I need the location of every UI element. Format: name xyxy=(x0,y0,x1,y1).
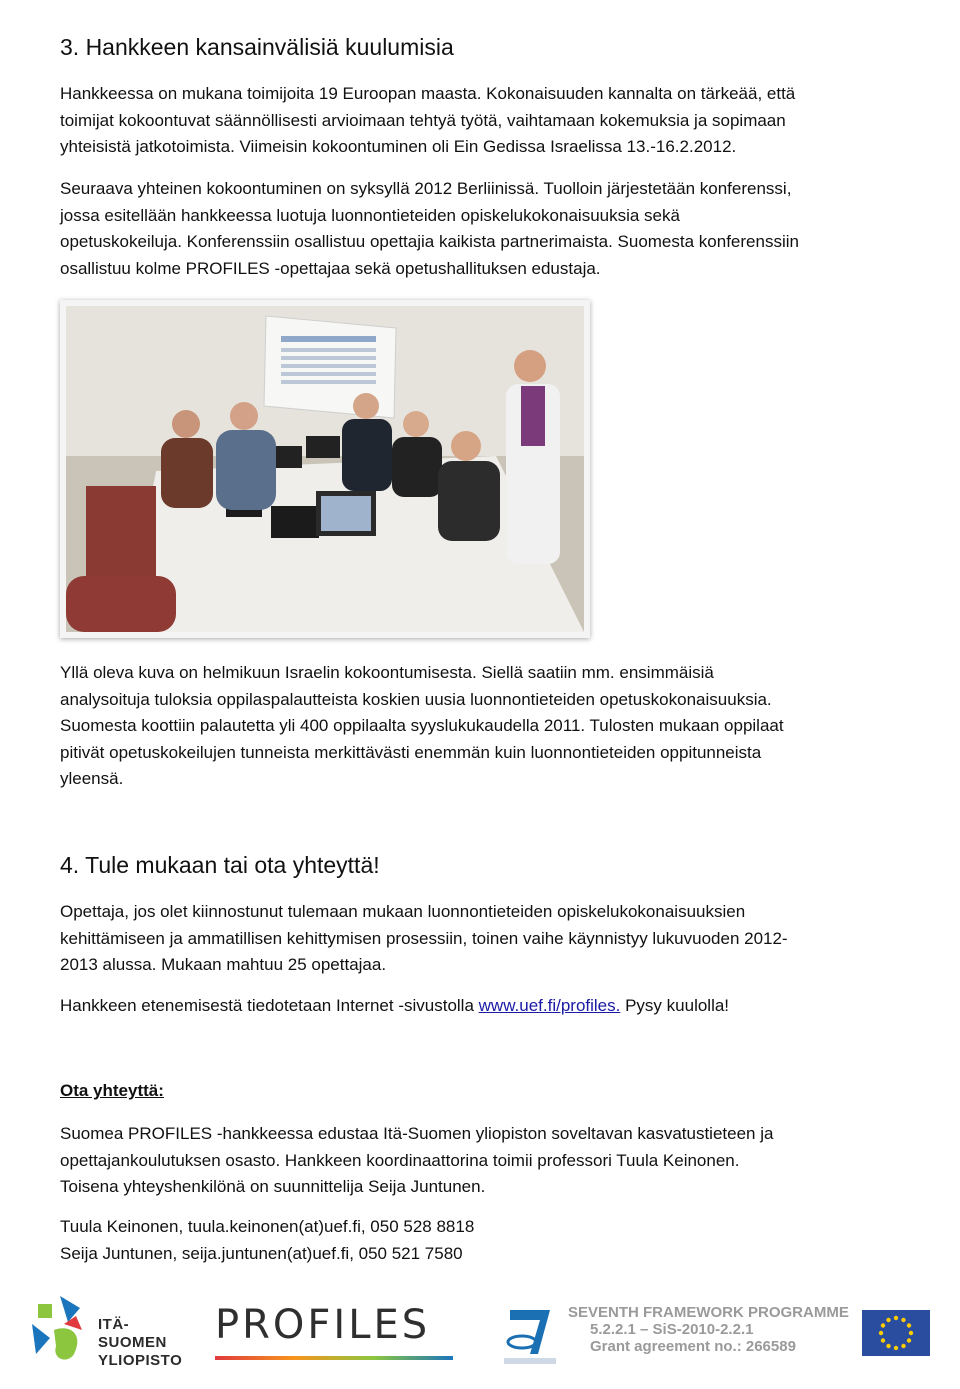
fp7-text-block xyxy=(568,1304,849,1355)
text-line: Suomesta koottiin palautetta yli 400 oppilaalta syyslukukaudella 2011. Tulosten mukaan oppilaat xyxy=(60,716,784,735)
eu-star-icon xyxy=(901,1344,905,1348)
eu-star-icon xyxy=(881,1323,885,1327)
profiles-website-link[interactable]: www.uef.fi/profiles. xyxy=(478,996,621,1015)
eu-star-icon xyxy=(881,1338,885,1342)
text-line: Yllä oleva kuva on helmikuun Israelin kokoontumisesta. Siellä saatiin mm. ensimmäisiä xyxy=(60,663,714,682)
text-line: Opettaja, jos olet kiinnostunut tulemaan mukaan luonnontieteiden opiskelukokonaisuuksien xyxy=(60,902,746,921)
text-line: opetuskokeiluja. Konferenssiin osallistuu opettajia kaikista partnerimaista. Suomesta konferenssiin xyxy=(60,232,799,251)
uef-logo xyxy=(30,1294,190,1369)
eu-stars-icon xyxy=(862,1310,930,1356)
fp7-topic-code: 5.2.2.1 – SiS-2010-2.2.1 xyxy=(590,1321,754,1338)
eu-star-icon xyxy=(894,1346,898,1350)
text-line: yleensä. xyxy=(60,769,124,788)
eu-flag xyxy=(862,1310,930,1356)
text-line: Suomea PROFILES -hankkeessa edustaa Itä-Suomen yliopiston soveltavan kasvatustieteen ja xyxy=(60,1124,774,1143)
website-line xyxy=(60,993,900,1020)
contact-person: Seija Juntunen, seija.juntunen(at)uef.fi, 050 521 7580 xyxy=(60,1243,463,1263)
eu-star-icon xyxy=(886,1344,890,1348)
photo-caption-paragraph xyxy=(60,660,900,793)
text-line: jossa esitellään hankkeessa luotuja luonnontieteiden opiskelukokonaisuuksia sekä xyxy=(60,205,680,225)
text-line: osallistuu kolme PROFILES -opettajaa sekä opetushallituksen edustaja. xyxy=(60,258,601,278)
profiles-wordmark: PROFILES xyxy=(215,1302,431,1348)
fp7-programme-name: SEVENTH FRAMEWORK PROGRAMME xyxy=(568,1304,849,1321)
section-4-paragraph xyxy=(60,899,900,979)
section-3-heading: 3. Hankkeen kansainvälisiä kuulumisia xyxy=(60,34,454,60)
uef-emblem-icon xyxy=(30,1294,90,1366)
text-line: Seuraava yhteinen kokoontuminen on syksyllä 2012 Berliinissä. Tuolloin järjestetään konferenssi, xyxy=(60,179,792,198)
website-suffix: Pysy kuulolla! xyxy=(620,996,730,1015)
text-line: toimijat kokoontuvat säännöllisesti arvioimaan tehtyä työtä, vaihtamaan kokemuksia ja sopimaan xyxy=(60,110,786,130)
contact-heading xyxy=(60,1078,900,1105)
uef-name-line-2: YLIOPISTO xyxy=(98,1352,183,1369)
contact-paragraph xyxy=(60,1121,900,1201)
meeting-photo xyxy=(60,300,590,638)
text-line: Toisena yhteyshenkilönä on suunnittelija Seija Juntunen. xyxy=(60,1177,486,1196)
text-line: yhteisistä jatkotoimista. Viimeisin kokoontuminen oli Ein Gedissa Israelissa 13.-16.2.2012. xyxy=(60,137,737,156)
uef-name-line-1: ITÄ-SUOMEN xyxy=(98,1316,167,1351)
text-line: opettajankoulutuksen osasto. Hankkeen koordinaattorina toimii professori Tuula Keinonen. xyxy=(60,1150,740,1170)
contact-people xyxy=(60,1214,900,1267)
fp7-emblem-icon xyxy=(500,1304,560,1368)
section-3-paragraph-1 xyxy=(60,81,900,161)
fp7-logo xyxy=(500,1304,560,1368)
contact-person: Tuula Keinonen, tuula.keinonen(at)uef.fi, 050 528 8818 xyxy=(60,1217,475,1236)
eu-star-icon xyxy=(907,1338,911,1342)
text-line: pitivät opetuskokeilujen tunneista merkittävästi enemmän kuin luonnontieteiden oppitunneista xyxy=(60,742,762,762)
eu-star-icon xyxy=(886,1318,890,1322)
eu-star-icon xyxy=(894,1316,898,1320)
eu-star-icon xyxy=(879,1331,883,1335)
eu-star-icon xyxy=(909,1331,913,1335)
footer-logos xyxy=(0,1290,960,1389)
profiles-logo xyxy=(215,1302,430,1348)
website-prefix: Hankkeen etenemisestä tiedotetaan Internet -sivustolla xyxy=(60,996,479,1015)
contact-heading-text: Ota yhteyttä: xyxy=(60,1081,164,1100)
website-paragraph xyxy=(60,993,900,1020)
eu-star-icon xyxy=(901,1318,905,1322)
text-line: kehittämiseen ja ammatillisen kehittymisen prosessiin, toinen vaihe käynnistyy lukuvuoden 2012- xyxy=(60,928,788,948)
profiles-color-bar xyxy=(215,1356,453,1360)
section-4-heading: 4. Tule mukaan tai ota yhteyttä! xyxy=(60,852,380,878)
fp7-grant-number: Grant agreement no.: 266589 xyxy=(590,1338,796,1355)
eu-star-icon xyxy=(907,1323,911,1327)
text-line: 2013 alussa. Mukaan mahtuu 25 opettajaa. xyxy=(60,955,387,974)
text-line: Hankkeessa on mukana toimijoita 19 Euroopan maasta. Kokonaisuuden kannalta on tärkeää, että xyxy=(60,84,796,103)
section-3-paragraph-2 xyxy=(60,176,900,282)
meeting-photo-image xyxy=(66,306,584,632)
text-line: analysoituja tuloksia oppilaspalautteista koskien uusia luonnontieteiden opetuskokonaisuuksia. xyxy=(60,689,772,709)
